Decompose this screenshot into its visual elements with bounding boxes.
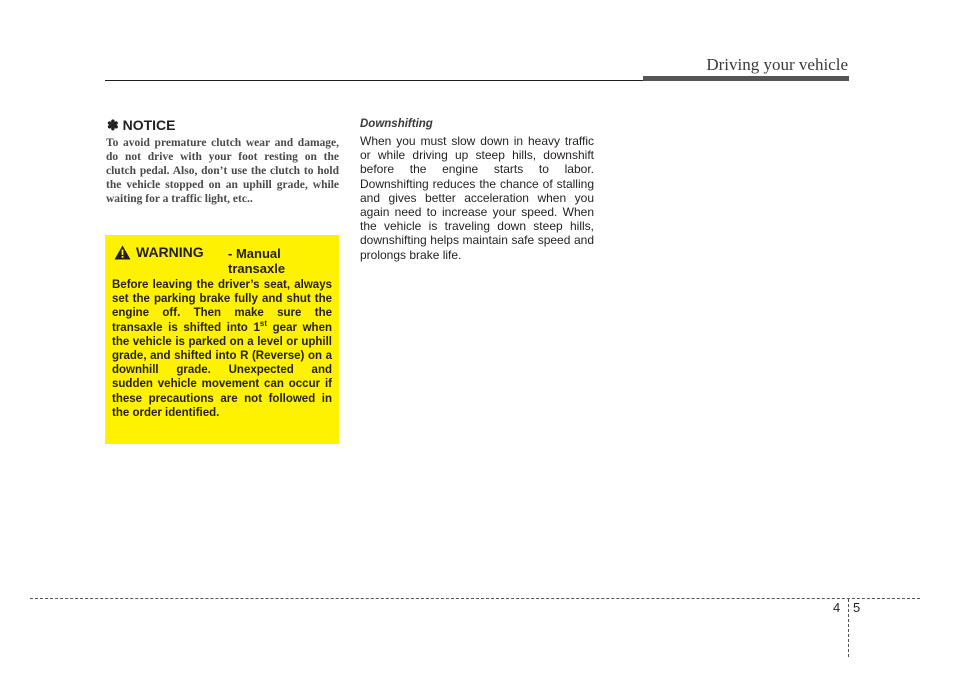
footer-divider [30,598,920,599]
warning-box [105,235,339,444]
downshifting-title: Downshifting [360,118,433,130]
warning-body [112,278,332,420]
warning-triangle-icon [114,245,131,260]
header-rule [105,80,643,81]
notice-title: ✽ NOTICE [107,117,176,133]
warning-body-superscript: st [259,318,267,328]
warning-subtitle: - Manual transaxle [228,246,286,276]
warning-body-text-2: gear when the vehicle is parked on a level or uphill grade, and shifted into R (Reverse) on a downhill grade. Unexpected and sudden vehicle movement can occur if these precautions are not followed in the order identified. [112,321,332,419]
chapter-number: 4 [833,600,841,615]
page-number: 5 [853,600,861,615]
footer-page-divider [848,599,849,657]
warning-label: WARNING [136,244,204,260]
section-title: Driving your vehicle [706,55,848,74]
downshifting-body: When you must slow down in heavy traffic or while driving up steep hills, downshift before the engine starts to labor. Downshifting reduces the chance of stalling and gives better acceleration when you again need to increase your speed. When the vehicle is traveling down steep hills, downshifting helps maintain safe speed and prolongs brake life. [360,134,594,262]
notice-body: To avoid premature clutch wear and damage, do not drive with your foot resting on the clutch pedal. Also, don’t use the clutch to hold the vehicle stopped on an uphill grade, while waiting for a traffic light, etc.. [106,137,339,205]
warning-body-text-1: Before leaving the driver’s seat, always set the parking brake fully and shut the engine off. Then make sure the transaxle is shifted into 1 [112,279,332,334]
header-bar [643,76,849,81]
